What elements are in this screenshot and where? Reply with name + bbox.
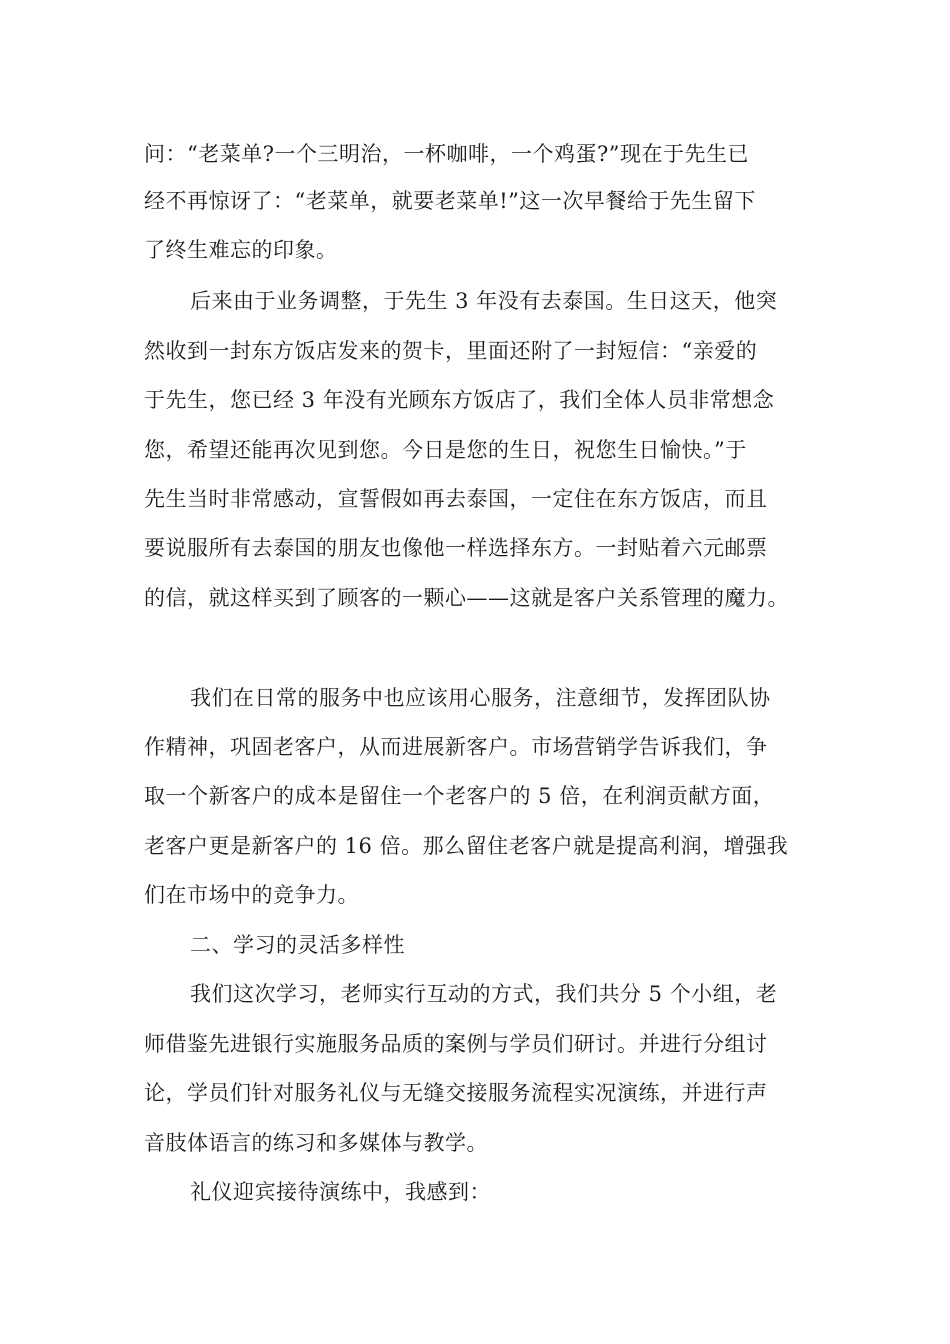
paragraph-line: 后来由于业务调整，于先生 3 年没有去泰国。生日这天，他突 bbox=[190, 289, 778, 313]
paragraph-line: 礼仪迎宾接待演练中，我感到： bbox=[190, 1180, 491, 1204]
paragraph-line: 要说服所有去泰国的朋友也像他一样选择东方。一封贴着六元邮票 bbox=[144, 536, 768, 560]
section-heading: 二、学习的灵活多样性 bbox=[190, 933, 405, 957]
paragraph-line: 了终生难忘的印象。 bbox=[144, 238, 338, 262]
paragraph-line: 论，学员们针对服务礼仪与无缝交接服务流程实况演练，并进行声 bbox=[144, 1081, 768, 1105]
paragraph-line: 先生当时非常感动，宣誓假如再去泰国，一定住在东方饭店，而且 bbox=[144, 487, 768, 511]
paragraph-line: 作精神，巩固老客户，从而进展新客户。市场营销学告诉我们，争 bbox=[144, 735, 768, 759]
paragraph-line: 的信，就这样买到了顾客的一颗心——这就是客户关系管理的魔力。 bbox=[144, 586, 789, 610]
paragraph-line: 我们这次学习，老师实行互动的方式，我们共分 5 个小组，老 bbox=[190, 982, 778, 1006]
paragraph-line: 于先生，您已经 3 年没有光顾东方饭店了，我们全体人员非常想念 bbox=[144, 388, 775, 412]
paragraph-line: 音肢体语言的练习和多媒体与教学。 bbox=[144, 1131, 488, 1155]
paragraph-line: 经不再惊讶了：“老菜单，就要老菜单!”这一次早餐给于先生留下 bbox=[144, 189, 756, 213]
paragraph-line: 问：“老菜单?一个三明治，一杯咖啡，一个鸡蛋?”现在于先生已 bbox=[144, 142, 749, 166]
paragraph-line: 们在市场中的竞争力。 bbox=[144, 883, 359, 907]
paragraph-line: 师借鉴先进银行实施服务品质的案例与学员们研讨。并进行分组讨 bbox=[144, 1032, 768, 1056]
paragraph-line: 然收到一封东方饭店发来的贺卡，里面还附了一封短信：“亲爱的 bbox=[144, 339, 758, 363]
paragraph-line: 取一个新客户的成本是留住一个老客户的 5 倍，在利润贡献方面， bbox=[144, 784, 775, 808]
paragraph-line: 我们在日常的服务中也应该用心服务，注意细节，发挥团队协 bbox=[190, 686, 771, 710]
paragraph-line: 老客户更是新客户的 16 倍。那么留住老客户就是提高利润，增强我 bbox=[144, 834, 789, 858]
paragraph-line: 您，希望还能再次见到您。今日是您的生日，祝您生日愉快。”于 bbox=[144, 438, 747, 462]
